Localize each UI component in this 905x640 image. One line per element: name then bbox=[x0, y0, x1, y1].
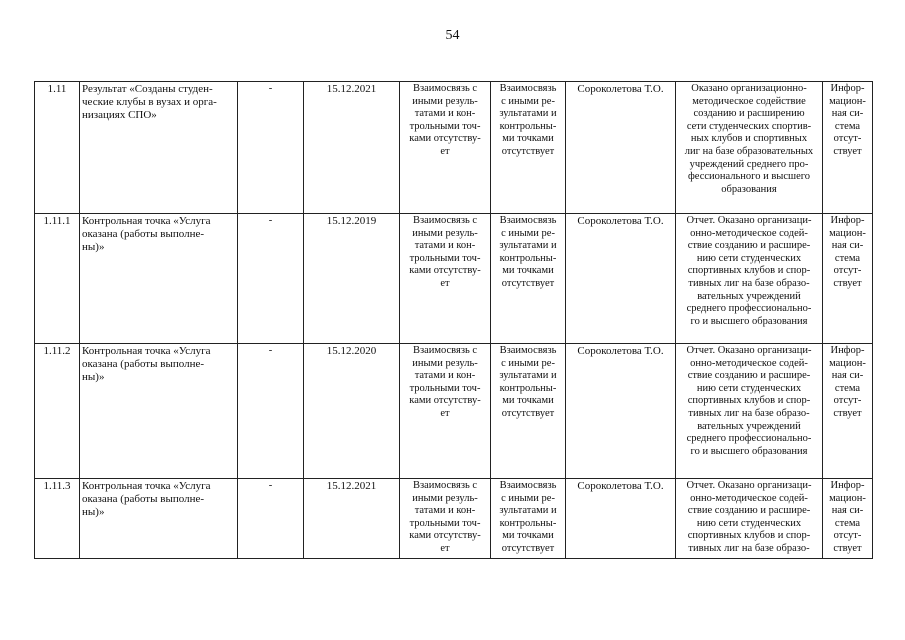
row-number-text: 1.11.3 bbox=[43, 480, 71, 492]
table-row bbox=[35, 214, 873, 344]
result-description-text: Оказано организационно- методическое содействие созданию и расширению сети студенческих спортив- ных клубов и спортивных лиг на базе образовательных учреждений среднего про- фессионального и высшего образования bbox=[684, 83, 814, 195]
predecessor-link-text: Взаимосвязь с иными резуль- татами и кон- трольными точ- ками отсутству- ет bbox=[409, 215, 481, 289]
predecessor-link-cell bbox=[400, 344, 491, 479]
due-date-cell bbox=[304, 82, 400, 214]
responsible-person-text: Сороколетова Т.О. bbox=[577, 480, 664, 492]
start-date-text: - bbox=[268, 215, 273, 226]
predecessor-link-text: Взаимосвязь с иными резуль- татами и кон- трольными точ- ками отсутству- ет bbox=[409, 480, 481, 554]
successor-link-text: Взаимосвязь с иными ре- зультатами и контрольны- ми точками отсутствует bbox=[499, 215, 557, 289]
responsible-person-text: Сороколетова Т.О. bbox=[577, 345, 664, 357]
responsible-person-text: Сороколетова Т.О. bbox=[577, 83, 664, 95]
info-system-text: Инфор- мацион- ная си- стема отсут- ствует bbox=[829, 83, 866, 157]
item-name-cell bbox=[80, 82, 238, 214]
info-system-text: Инфор- мацион- ная си- стема отсут- ствует bbox=[829, 215, 866, 289]
successor-link-text: Взаимосвязь с иными ре- зультатами и контрольны- ми точками отсутствует bbox=[499, 345, 557, 419]
start-date-cell bbox=[238, 82, 304, 214]
row-number-text: 1.11.1 bbox=[43, 215, 71, 227]
item-name-cell bbox=[80, 214, 238, 344]
result-description-cell bbox=[676, 479, 823, 559]
due-date-text: 15.12.2020 bbox=[326, 345, 377, 357]
start-date-cell bbox=[238, 344, 304, 479]
plan-table-body bbox=[35, 82, 873, 559]
result-description-cell bbox=[676, 214, 823, 344]
info-system-text: Инфор- мацион- ная си- стема отсут- ствует bbox=[829, 480, 866, 554]
info-system-cell bbox=[823, 344, 873, 479]
result-description-text: Отчет. Оказано организаци- онно-методическое содей- ствие созданию и расшире- нию сети студенческих спортивных клубов и спор- тивных лиг на базе образо- bbox=[686, 480, 812, 554]
result-description-text: Отчет. Оказано организаци- онно-методическое содей- ствие созданию и расшире- нию сети студенческих спортивных клубов и спор- тивных лиг на базе образо- вательных учреждений среднего профессионально- го и высшего образования bbox=[686, 215, 812, 327]
start-date-text: - bbox=[268, 480, 273, 491]
info-system-cell bbox=[823, 479, 873, 559]
responsible-person-cell bbox=[566, 214, 676, 344]
table-row bbox=[35, 82, 873, 214]
table-row bbox=[35, 479, 873, 559]
predecessor-link-text: Взаимосвязь с иными резуль- татами и кон- трольными точ- ками отсутству- ет bbox=[409, 345, 481, 419]
due-date-text: 15.12.2021 bbox=[326, 83, 377, 95]
item-name-text: Контрольная точка «Услуга оказана (работы выполне- ны)» bbox=[82, 480, 211, 518]
item-name-text: Результат «Созданы студен- ческие клубы в вузах и орга- низациях СПО» bbox=[82, 83, 217, 121]
info-system-cell bbox=[823, 214, 873, 344]
info-system-text: Инфор- мацион- ная си- стема отсут- ствует bbox=[829, 345, 866, 419]
successor-link-cell bbox=[491, 214, 566, 344]
successor-link-cell bbox=[491, 82, 566, 214]
row-number-cell bbox=[35, 82, 80, 214]
start-date-text: - bbox=[268, 83, 273, 94]
row-number-text: 1.11.2 bbox=[43, 345, 71, 357]
start-date-text: - bbox=[268, 345, 273, 356]
responsible-person-text: Сороколетова Т.О. bbox=[577, 215, 664, 227]
result-description-cell bbox=[676, 82, 823, 214]
due-date-text: 15.12.2021 bbox=[326, 480, 377, 492]
predecessor-link-text: Взаимосвязь с иными резуль- татами и кон- трольными точ- ками отсутству- ет bbox=[409, 83, 481, 157]
responsible-person-cell bbox=[566, 344, 676, 479]
item-name-text: Контрольная точка «Услуга оказана (работы выполне- ны)» bbox=[82, 345, 211, 383]
table-row bbox=[35, 344, 873, 479]
page-number: 54 bbox=[445, 28, 460, 43]
row-number-cell bbox=[35, 479, 80, 559]
row-number-cell bbox=[35, 214, 80, 344]
responsible-person-cell bbox=[566, 82, 676, 214]
due-date-cell bbox=[304, 214, 400, 344]
predecessor-link-cell bbox=[400, 82, 491, 214]
start-date-cell bbox=[238, 214, 304, 344]
due-date-cell bbox=[304, 479, 400, 559]
responsible-person-cell bbox=[566, 479, 676, 559]
item-name-text: Контрольная точка «Услуга оказана (работы выполне- ны)» bbox=[82, 215, 211, 253]
result-description-text: Отчет. Оказано организаци- онно-методическое содей- ствие созданию и расшире- нию сети студенческих спортивных клубов и спор- тивных лиг на базе образо- вательных учреждений среднего профессионально- го и высшего образования bbox=[686, 345, 812, 457]
item-name-cell bbox=[80, 479, 238, 559]
plan-table bbox=[34, 81, 873, 559]
predecessor-link-cell bbox=[400, 479, 491, 559]
successor-link-cell bbox=[491, 479, 566, 559]
row-number-text: 1.11 bbox=[47, 83, 67, 95]
start-date-cell bbox=[238, 479, 304, 559]
due-date-text: 15.12.2019 bbox=[326, 215, 377, 227]
item-name-cell bbox=[80, 344, 238, 479]
predecessor-link-cell bbox=[400, 214, 491, 344]
result-description-cell bbox=[676, 344, 823, 479]
row-number-cell bbox=[35, 344, 80, 479]
successor-link-cell bbox=[491, 344, 566, 479]
info-system-cell bbox=[823, 82, 873, 214]
successor-link-text: Взаимосвязь с иными ре- зультатами и контрольны- ми точками отсутствует bbox=[499, 83, 557, 157]
successor-link-text: Взаимосвязь с иными ре- зультатами и контрольны- ми точками отсутствует bbox=[499, 480, 557, 554]
due-date-cell bbox=[304, 344, 400, 479]
